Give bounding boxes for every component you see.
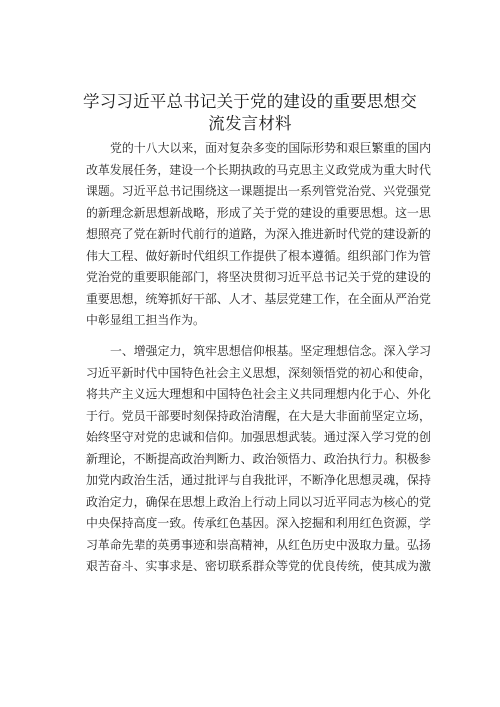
document-title-line-1: 学习习近平总书记关于党的建设的重要思想交 (83, 92, 417, 111)
paragraph-line: 一、增强定力，筑牢思想信仰根基。坚定理想信念。深入学习 (110, 344, 432, 358)
paragraph-line: 伟大工程、做好新时代组织工作提供了根本遵循。组织部门作为管 (86, 248, 431, 263)
paragraph-line: 的新理念新思想新战略，形成了关于党的建设的重要思想。这一思 (86, 205, 431, 220)
paragraph-line: 将共产主义远大理想和中国特色社会主义共同理想内化于心、外化 (86, 387, 431, 402)
paragraph-line: 想照亮了党在新时代前行的道路，为深入推进新时代党的建设新的 (86, 227, 431, 242)
paragraph-line: 中彰显组工担当作为。 (86, 313, 205, 328)
paragraph-line: 新理论，不断提高政治判断力、政治领悟力、政治执行力。积极参 (86, 451, 431, 466)
paragraph-line: 课题。习近平总书记围绕这一课题提出一系列管党治党、兴党强党 (86, 184, 431, 199)
paragraph-line: 改革发展任务，建设一个长期执政的马克思主义政党成为重大时代 (86, 162, 431, 177)
paragraph-line: 中央保持高度一致。传承红色基因。深入挖掘和利用红色资源，学 (86, 516, 431, 531)
paragraph-line: 重要思想，统筹抓好干部、人才、基层党建工作，在全面从严治党 (86, 291, 431, 306)
paragraph-line: 于行。党员干部要时刻保持政治清醒，在大是大非面前坚定立场， (86, 408, 431, 423)
paragraph-line: 党的十八大以来，面对复杂多变的国际形势和艰巨繁重的国内 (110, 141, 432, 155)
paragraph-line: 党治党的重要职能部门，将坚决贯彻习近平总书记关于党的建设的 (86, 270, 431, 285)
paragraph-line: 习革命先辈的英勇事迹和崇高精神，从红色历史中汲取力量。弘扬 (86, 537, 431, 552)
paragraph-line: 政治定力，确保在思想上政治上行动上同以习近平同志为核心的党 (86, 494, 431, 509)
document-title-line-2: 流发言材料 (208, 114, 292, 133)
paragraph-line: 加党内政治生活，通过批评与自我批评，不断净化思想灵魂，保持 (86, 473, 431, 488)
paragraph-intro (86, 138, 432, 332)
paragraph-line: 习近平新时代中国特色社会主义思想，深刻领悟党的初心和使命， (86, 365, 431, 380)
paragraph-section-1 (86, 341, 432, 578)
paragraph-line: 艰苦奋斗、实事求是、密切联系群众等党的优良传统，使其成为激 (86, 559, 431, 574)
paragraph-line: 始终坚守对党的忠诚和信仰。加强思想武装。通过深入学习党的创 (86, 430, 431, 445)
